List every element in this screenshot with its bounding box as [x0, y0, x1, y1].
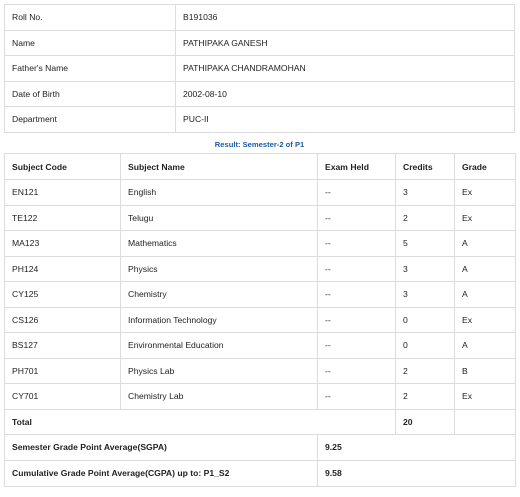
table-row [5, 282, 516, 308]
table-row [5, 205, 516, 231]
dob-value: 2002-08-10 [176, 81, 515, 107]
cgpa-label: Cumulative Grade Point Average(CGPA) up to: P1_S2 [5, 460, 318, 486]
header-grade: Grade [455, 154, 516, 180]
grade-cell: Ex [455, 205, 516, 231]
exam-held-cell: -- [318, 282, 396, 308]
grade-cell: A [455, 231, 516, 257]
header-subject-name: Subject Name [121, 154, 318, 180]
exam-held-cell: -- [318, 256, 396, 282]
subject-name-cell: Chemistry [121, 282, 318, 308]
table-row [5, 333, 516, 359]
father-name-row [5, 56, 515, 82]
exam-held-cell: -- [318, 231, 396, 257]
sgpa-value: 9.25 [318, 434, 516, 460]
credits-cell: 3 [396, 282, 455, 308]
credits-cell: 0 [396, 307, 455, 333]
sgpa-row [5, 434, 516, 460]
table-row [5, 307, 516, 333]
sgpa-label: Semester Grade Point Average(SGPA) [5, 434, 318, 460]
credits-cell: 3 [396, 256, 455, 282]
subject-code-cell: PH124 [5, 256, 121, 282]
grade-cell: Ex [455, 180, 516, 206]
roll-no-label: Roll No. [5, 5, 176, 31]
total-grade-blank [455, 409, 516, 434]
dob-row [5, 81, 515, 107]
table-row [5, 180, 516, 206]
department-value: PUC-II [176, 107, 515, 133]
subject-name-cell: Mathematics [121, 231, 318, 257]
subject-code-cell: TE122 [5, 205, 121, 231]
header-subject-code: Subject Code [5, 154, 121, 180]
grade-cell: Ex [455, 384, 516, 410]
grade-cell: B [455, 358, 516, 384]
department-label: Department [5, 107, 176, 133]
credits-cell: 2 [396, 384, 455, 410]
table-row [5, 358, 516, 384]
credits-cell: 2 [396, 358, 455, 384]
credits-cell: 5 [396, 231, 455, 257]
table-row [5, 231, 516, 257]
exam-held-cell: -- [318, 384, 396, 410]
total-label: Total [5, 409, 396, 434]
subject-name-cell: Environmental Education [121, 333, 318, 359]
total-credits: 20 [396, 409, 455, 434]
table-row [5, 256, 516, 282]
subject-name-cell: Information Technology [121, 307, 318, 333]
header-credits: Credits [396, 154, 455, 180]
grade-cell: A [455, 333, 516, 359]
subject-code-cell: CY125 [5, 282, 121, 308]
roll-no-row [5, 5, 515, 31]
credits-cell: 0 [396, 333, 455, 359]
subject-name-cell: Telugu [121, 205, 318, 231]
department-row [5, 107, 515, 133]
result-caption: Result: Semester-2 of P1 [214, 140, 305, 149]
exam-held-cell: -- [318, 205, 396, 231]
grade-cell: Ex [455, 307, 516, 333]
table-row [5, 384, 516, 410]
name-row [5, 30, 515, 56]
grades-header-row [5, 154, 516, 180]
subject-name-cell: Physics [121, 256, 318, 282]
subject-code-cell: EN121 [5, 180, 121, 206]
cgpa-value: 9.58 [318, 460, 516, 486]
roll-no-value: B191036 [176, 5, 515, 31]
credits-cell: 2 [396, 205, 455, 231]
exam-held-cell: -- [318, 307, 396, 333]
subject-code-cell: PH701 [5, 358, 121, 384]
name-value: PATHIPAKA GANESH [176, 30, 515, 56]
credits-cell: 3 [396, 180, 455, 206]
total-row [5, 409, 516, 434]
subject-code-cell: MA123 [5, 231, 121, 257]
cgpa-row [5, 460, 516, 486]
father-name-value: PATHIPAKA CHANDRAMOHAN [176, 56, 515, 82]
grades-table [4, 153, 516, 487]
subject-name-cell: Chemistry Lab [121, 384, 318, 410]
grade-cell: A [455, 256, 516, 282]
student-info-table [4, 4, 515, 133]
father-name-label: Father's Name [5, 56, 176, 82]
header-exam-held: Exam Held [318, 154, 396, 180]
name-label: Name [5, 30, 176, 56]
subject-code-cell: CY701 [5, 384, 121, 410]
dob-label: Date of Birth [5, 81, 176, 107]
subject-code-cell: CS126 [5, 307, 121, 333]
exam-held-cell: -- [318, 180, 396, 206]
subject-code-cell: BS127 [5, 333, 121, 359]
subject-name-cell: English [121, 180, 318, 206]
grade-cell: A [455, 282, 516, 308]
exam-held-cell: -- [318, 333, 396, 359]
subject-name-cell: Physics Lab [121, 358, 318, 384]
exam-held-cell: -- [318, 358, 396, 384]
